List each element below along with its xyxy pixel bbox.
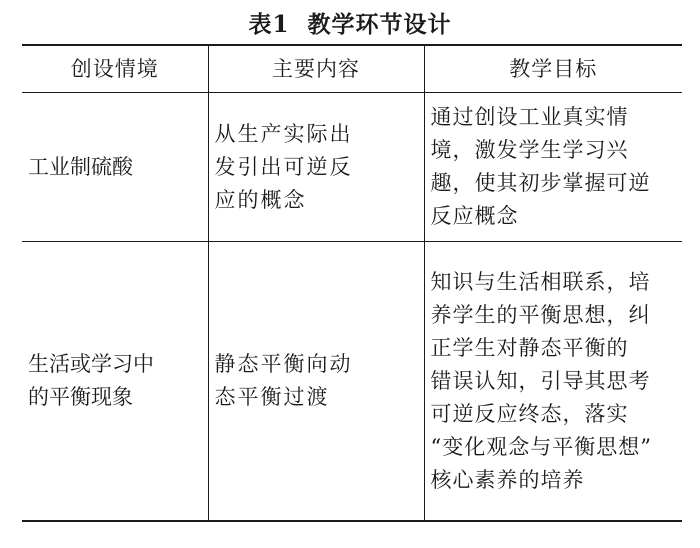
cell-scenario (22, 93, 208, 242)
table-row (22, 93, 682, 242)
cell-line: 从生产实际出 (214, 121, 353, 146)
cell-line: 趣，使其初步掌握可逆 (430, 171, 651, 195)
table-caption (0, 6, 700, 39)
cell-line: 的平衡现象 (28, 385, 133, 409)
cell-content (208, 242, 424, 522)
cell-line: 生活或学习中 (28, 352, 154, 376)
cell-line: 境，激发学生学习兴 (430, 138, 629, 162)
table-number: 表1 (248, 11, 290, 38)
table-title: 教学环节设计 (307, 11, 452, 38)
cell-line: 正学生对静态平衡的 (430, 335, 629, 360)
cell-line: 错误认知，引导其思考 (430, 368, 651, 393)
header-scenario: 创设情境 (22, 45, 208, 93)
cell-line: 反应概念 (430, 204, 519, 228)
cell-line: “变化观念与平衡思想” (430, 434, 652, 459)
cell-goal (424, 242, 682, 522)
cell-line: 通过创设工业真实情 (430, 105, 629, 129)
table-header-row (22, 45, 682, 93)
cell-line: 可逆反应终态，落实 (430, 401, 629, 426)
cell-line: 工业制硫酸 (28, 154, 133, 179)
cell-line: 养学生的平衡思想，纠 (430, 302, 651, 327)
header-content: 主要内容 (208, 45, 424, 93)
teaching-design-table (22, 44, 682, 522)
table-row (22, 242, 682, 522)
cell-content (208, 93, 424, 242)
cell-goal (424, 93, 682, 242)
cell-line: 知识与生活相联系，培 (430, 269, 651, 294)
cell-line: 静态平衡向动 (214, 352, 353, 376)
cell-line: 应的概念 (214, 187, 307, 212)
cell-line: 发引出可逆反 (214, 154, 353, 179)
cell-line: 态平衡过渡 (214, 385, 330, 409)
cell-line: 核心素养的培养 (430, 467, 585, 492)
cell-scenario (22, 242, 208, 522)
header-goal: 教学目标 (424, 45, 682, 93)
